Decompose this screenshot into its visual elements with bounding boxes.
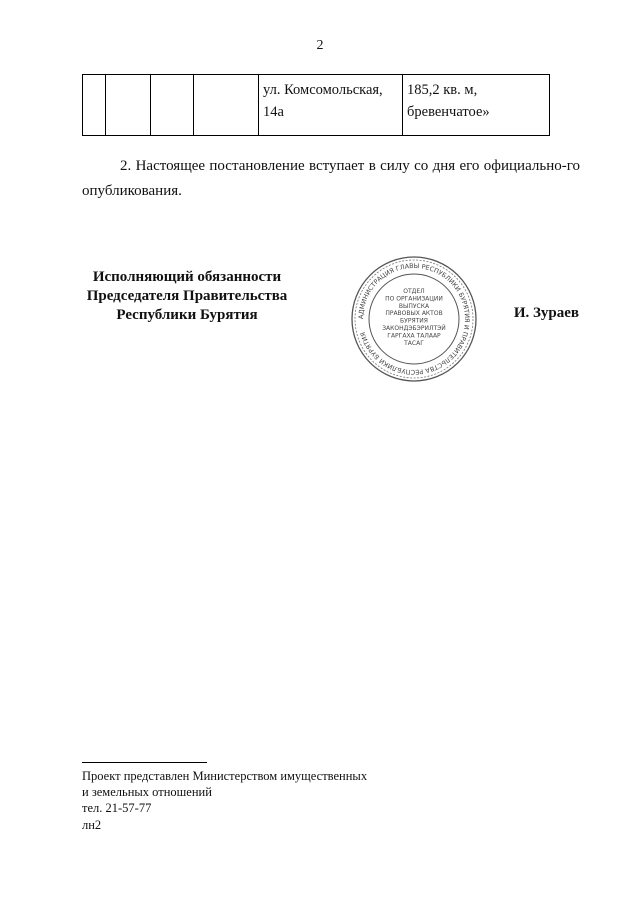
seal-line: ГАРГАХА ТАЛААР: [387, 332, 441, 340]
table-cell: [151, 75, 194, 136]
seal-line: ЗАКОНДЭБЭРИЛТЭЙ: [382, 325, 446, 332]
property-table: [82, 74, 550, 136]
seal-line: ОТДЕЛ: [403, 288, 425, 295]
description-line-2: бревенчатое»: [407, 104, 490, 120]
address-line-1: ул. Комсомольская,: [263, 82, 383, 98]
table-cell: [194, 75, 259, 136]
effective-date-paragraph: 2. Настоящее постановление вступает в силу со дня его официально-го опубликования.: [82, 158, 580, 199]
seal-line: БУРЯТИЯ: [400, 317, 428, 325]
document-code: лн2: [82, 818, 102, 832]
page-number: 2: [316, 38, 324, 53]
seal-center-text: [382, 288, 446, 347]
signatory-line-3: Республики Бурятия: [116, 307, 258, 323]
seal-line: ТАСАГ: [404, 339, 424, 347]
footnote: [82, 768, 367, 816]
signatory-line-1: Исполняющий обязанности: [92, 269, 282, 285]
footnote-line-1: Проект представлен Министерством имущественных: [82, 769, 368, 783]
seal-line: ВЫПУСКА: [398, 302, 430, 310]
signatory-title: [82, 268, 292, 325]
seal-ring-text: АДМИНИСТРАЦИЯ ГЛАВЫ РЕСПУБЛИКИ БУРЯТИЯ И ПРАВИТЕЛЬСТВА РЕСПУБЛИКИ БУРЯТИЯ: [356, 261, 472, 377]
seal-line: ПО ОРГАНИЗАЦИИ: [385, 295, 443, 303]
footnote-line-3: тел. 21-57-77: [82, 801, 152, 815]
address-line-2: 14а: [263, 104, 284, 120]
official-seal: [349, 254, 479, 384]
description-cell: [403, 75, 550, 136]
footnote-divider: [82, 762, 207, 763]
table-row: [83, 75, 550, 136]
description-line-1: 185,2 кв. м,: [407, 82, 478, 98]
seal-line: ПРАВОВЫХ АКТОВ: [385, 310, 443, 318]
footnote-line-2: и земельных отношений: [82, 785, 212, 799]
table-cell: [83, 75, 106, 136]
signatory-line-2: Председателя Правительства: [86, 288, 288, 304]
signer-name: И. Зураев: [513, 305, 579, 321]
table-cell: [106, 75, 151, 136]
address-cell: [259, 75, 403, 136]
